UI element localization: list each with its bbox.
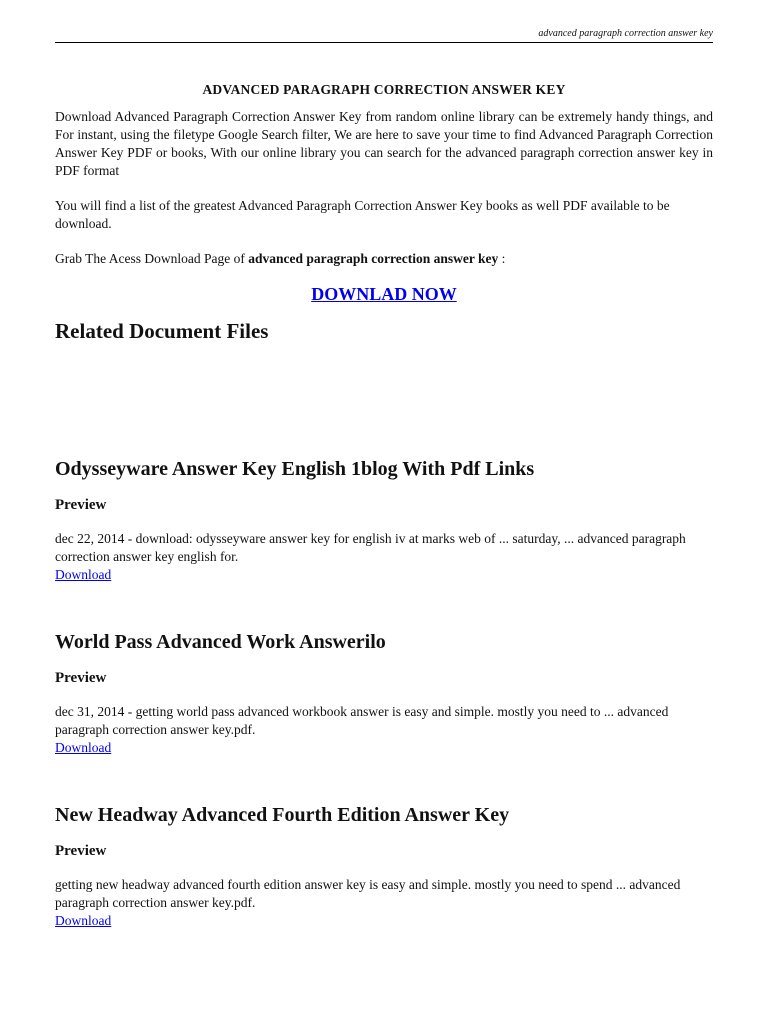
grab-paragraph [55,250,713,268]
entry-title: New Headway Advanced Fourth Edition Answer Key [55,804,510,826]
preview-label: Preview [55,497,107,513]
entry-description: getting new headway advanced fourth edition answer key is easy and simple. mostly you need to spend ... advanced paragraph correction answer key.pdf. [55,877,681,910]
document-page [55,0,713,930]
related-heading: Related Document Files [55,319,269,343]
related-entry [55,631,713,757]
running-header: advanced paragraph correction answer key [55,28,713,43]
document-title: ADVANCED PARAGRAPH CORRECTION ANSWER KEY [202,82,566,97]
entry-title: World Pass Advanced Work Answerilo [55,631,386,653]
download-now-container [55,284,713,305]
entry-download-link[interactable]: Download [55,913,112,928]
grab-keyword: advanced paragraph correction answer key [248,251,499,266]
grab-prefix: Grab The Acess Download Page of [55,251,245,266]
preview-label: Preview [55,670,107,686]
grab-suffix: : [498,251,506,266]
entry-description: dec 22, 2014 - download: odysseyware answer key for english iv at marks web of ... saturday, ... advanced paragraph correction answer key english for. [55,531,686,564]
entry-title: Odysseyware Answer Key English 1blog With Pdf Links [55,458,535,480]
related-entry [55,458,713,584]
list-note-paragraph: You will find a list of the greatest Advanced Paragraph Correction Answer Key books as well PDF available to be download. [55,198,670,231]
download-now-link[interactable]: DOWNLAD NOW [311,284,457,304]
entry-download-link[interactable]: Download [55,567,112,582]
related-entry [55,804,713,930]
intro-paragraph: Download Advanced Paragraph Correction Answer Key from random online library can be extremely handy things, and For instant, using the filetype Google Search filter, We are here to save your time to find Advanced Paragraph Correction Answer Key PDF or books, With our online library you can search for the advanced paragraph correction answer key in PDF format [55,109,713,178]
entry-description: dec 31, 2014 - getting world pass advanced workbook answer is easy and simple. mostly you need to ... advanced paragraph correction answer key.pdf. [55,704,669,737]
preview-label: Preview [55,843,107,859]
entry-download-link[interactable]: Download [55,740,112,755]
